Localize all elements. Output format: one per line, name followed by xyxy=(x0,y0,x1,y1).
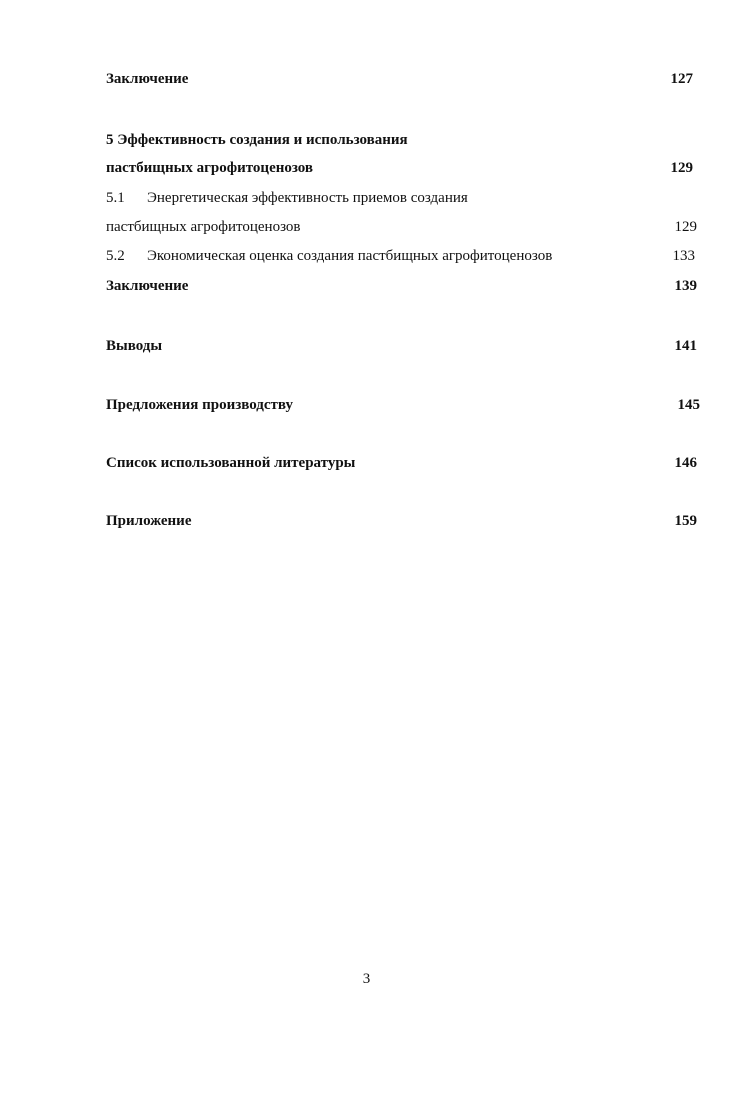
toc-chapter-5-title-line1 xyxy=(0,129,733,151)
toc-entry-page: 146 xyxy=(674,455,697,471)
toc-entry-title: Заключение xyxy=(106,278,189,294)
toc-entry-proposals xyxy=(0,394,733,416)
toc-entry-page: 127 xyxy=(670,71,693,87)
toc-entry-title: пастбищных агрофитоценозов xyxy=(106,219,301,235)
toc-entry-references xyxy=(0,452,733,474)
toc-entry-page: 145 xyxy=(677,397,700,413)
toc-section-5-2 xyxy=(0,245,733,267)
toc-section-5-1-line2 xyxy=(0,216,733,238)
toc-entry-title: 5 Эффективность создания и использования xyxy=(106,132,408,148)
toc-entry-page: 129 xyxy=(670,160,693,176)
toc-entry-page: 139 xyxy=(674,278,697,294)
toc-entry-page: 133 xyxy=(672,248,695,264)
toc-entry-findings xyxy=(0,335,733,357)
toc-entry-page: 141 xyxy=(674,338,697,354)
toc-chapter-5-title-line2 xyxy=(0,157,733,179)
toc-section-5-1-line1 xyxy=(0,187,733,209)
toc-entry-page: 159 xyxy=(674,513,697,529)
toc-entry-title: пастбищных агрофитоценозов xyxy=(106,160,314,176)
toc-entry-appendix xyxy=(0,510,733,532)
toc-entry-title: Список использованной литературы xyxy=(106,455,356,471)
toc-entry-title: Выводы xyxy=(106,338,163,354)
toc-section-number: 5.2 xyxy=(106,248,125,264)
toc-entry-title: Предложения производству xyxy=(106,397,294,413)
toc-section-number: 5.1 xyxy=(106,190,125,206)
toc-entry-title: Энергетическая эффективность приемов создания xyxy=(147,190,468,206)
toc-entry-conclusion-4 xyxy=(0,68,733,90)
toc-entry-conclusion-5 xyxy=(0,275,733,297)
toc-entry-title: Экономическая оценка создания пастбищных агрофитоценозов xyxy=(147,248,553,264)
toc-entry-title: Приложение xyxy=(106,513,192,529)
toc-entry-title: Заключение xyxy=(106,71,189,87)
page-number: 3 xyxy=(362,971,371,987)
toc-entry-page: 129 xyxy=(674,219,697,235)
